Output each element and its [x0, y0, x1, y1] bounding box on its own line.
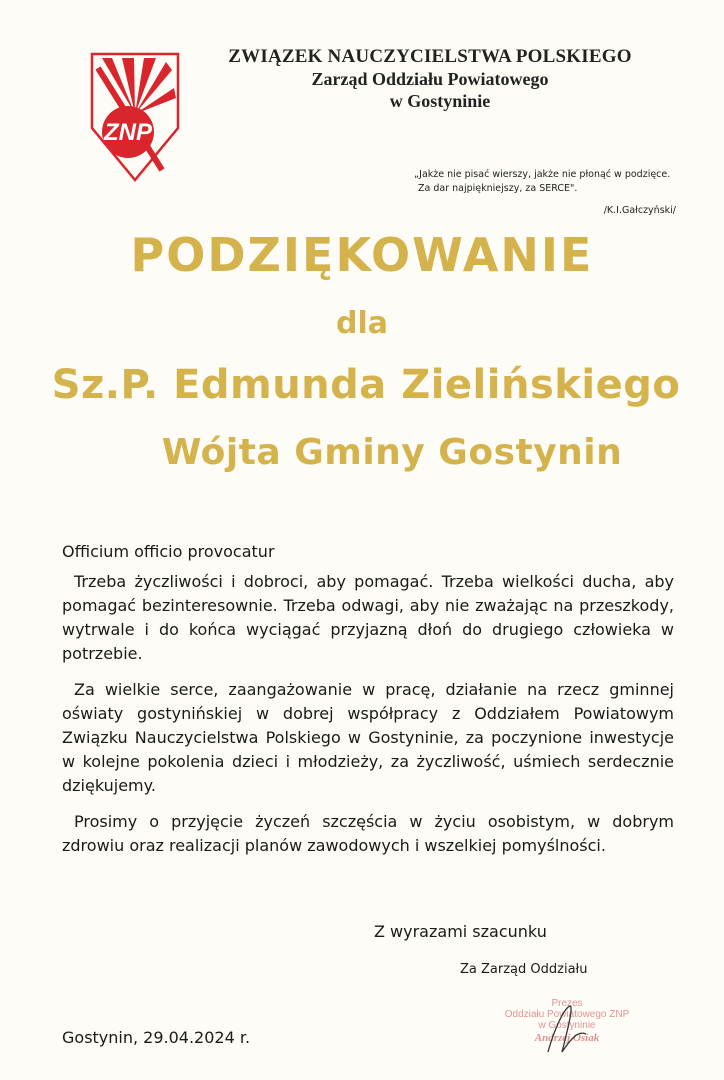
latin-motto: Officium officio provocatur [62, 542, 275, 561]
recipient-name: Sz.P. Edmunda Zielińskiego [51, 362, 681, 408]
place-and-date: Gostynin, 29.04.2024 r. [62, 1028, 251, 1047]
letter-body [62, 540, 674, 870]
znp-logo-text: ZNP [104, 119, 152, 146]
stamp-line-2: Oddziału Powiatowego ZNP [504, 1009, 630, 1020]
handwritten-signature [540, 1000, 600, 1060]
paragraph-3: Prosimy o przyjęcie życzeń szczęścia w życiu osobistym, w dobrym zdrowiu oraz realizacji planów zawodowych i wszelkiej pomyślności. [62, 812, 674, 855]
epigraph-quote [414, 168, 704, 218]
board-signature-label: Za Zarząd Oddziału [460, 962, 588, 977]
stamp-name: Andrzej Osiak [534, 1032, 600, 1044]
recipient-role: Wójta Gminy Gostynin [161, 432, 623, 473]
organization-header [150, 46, 710, 112]
org-name: ZWIĄZEK NAUCZYCIELSTWA POLSKIEGO [228, 46, 632, 67]
document-title: PODZIĘKOWANIE [130, 228, 594, 282]
paragraph-2: Za wielkie serce, zaangażowanie w pracę, działanie na rzecz gminnej oświaty gostynińskiej w dobrej współpracy z Oddziałem Powiatowym Związku Nauczycielstwa Polskiego w Gostyninie, za poczynione inwestycje w kolejne pokolenia dzieci i młodzieży, za życzliwość, uśmiech serdecznie dziękujemy. [62, 680, 674, 795]
org-division: Zarząd Oddziału Powiatowego [311, 69, 549, 89]
org-location: w Gostyninie [389, 91, 491, 111]
quote-line-1: „Jakże nie pisać wierszy, jakże nie płonąć w podzięce. [414, 169, 671, 180]
paragraph-1: Trzeba życzliwości i dobroci, aby pomagać. Trzeba wielkości ducha, aby pomagać bezinteresownie. Trzeba odwagi, aby nie zważając na przeszkody, wytrwale i do końca wyciągać przyjazną dłoń do drugiego człowieka w potrzebie. [62, 572, 674, 663]
closing-salutation: Z wyrazami szacunku [374, 922, 547, 941]
stamp-line-3: w Gostyninie [538, 1020, 596, 1031]
quote-author: /K.I.Gałczyński/ [603, 205, 676, 216]
stamp-line-1: Prezes [551, 998, 583, 1009]
quote-line-2: Za dar najpiękniejszy, za SERCE". [418, 183, 578, 194]
for-label: dla [335, 306, 388, 341]
